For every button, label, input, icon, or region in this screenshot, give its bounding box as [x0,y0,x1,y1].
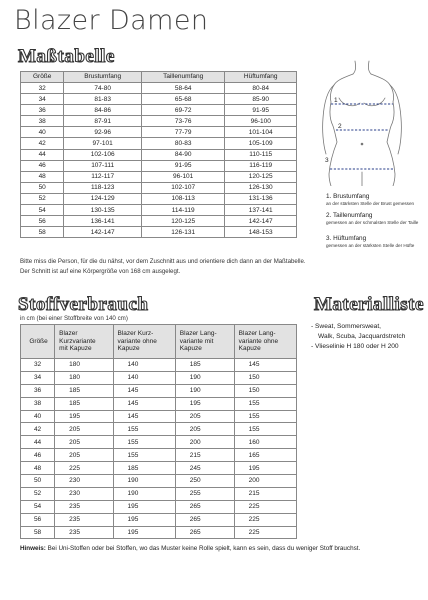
legend-waist [326,212,426,225]
table-cell: 52 [21,487,55,500]
legend-sub: gemessen an der stärksten Stelle der Hüfte [326,243,415,248]
table-row [21,105,297,116]
table-cell: 195 [175,397,234,410]
table-cell: 56 [21,216,64,227]
table-row [21,116,297,127]
table-cell: 145 [113,410,175,423]
column-header-line: variante ohne [117,337,157,345]
table-cell: 58-64 [141,83,225,94]
table-cell: 185 [55,397,113,410]
table-cell: 225 [234,500,296,513]
table-cell: 265 [175,500,234,513]
table-cell: 185 [55,384,113,397]
column-header-line: Blazer Lang- [179,330,217,338]
material-item: Walk, Scuba, Jacquardstretch [318,333,406,341]
fabric-table-title: Stoffverbrauch [18,294,149,315]
table-cell: 215 [175,449,234,462]
table-cell: 155 [113,436,175,449]
table-cell: 102-107 [141,182,225,193]
table-cell: 142-147 [64,227,142,238]
table-row [21,423,297,436]
table-cell: 155 [234,397,296,410]
table-cell: 91-95 [225,105,297,116]
table-row [21,500,297,513]
hint-text: Bei Uni-Stoffen oder bei Stoffen, wo das Muster keine Rolle spielt, kann es sein, dass du weniger Stoff brauchst. [45,545,361,552]
table-cell: 205 [55,436,113,449]
legend-bust [326,193,426,206]
table-cell: 200 [234,475,296,488]
bust-outline [339,98,385,106]
column-header-line: Blazer [59,330,78,338]
table-cell: 48 [21,171,64,182]
table-row [21,436,297,449]
table-cell: 205 [175,410,234,423]
table-cell: 44 [21,436,55,449]
table-row [21,149,297,160]
legend-label: 2. Taillenumfang [326,212,373,219]
fabric-table-subtitle: in cm (bei einer Stoffbreite von 140 cm) [20,315,128,322]
table-cell: 130-135 [64,205,142,216]
column-header-line: Größe [29,337,48,345]
table-cell: 150 [234,384,296,397]
table-cell: 32 [21,359,55,372]
table-cell: 137-141 [225,205,297,216]
table-cell: 250 [175,475,234,488]
table-cell: 80-84 [225,83,297,94]
table-cell: 126-131 [141,227,225,238]
table-cell: 140 [113,371,175,384]
column-header-line: variante mit [179,337,214,345]
column-header [21,325,55,359]
table-cell: 112-117 [64,171,142,182]
table-cell: 180 [55,371,113,384]
table-cell: 160 [234,436,296,449]
table-cell: 69-72 [141,105,225,116]
table-cell: 54 [21,500,55,513]
table-cell: 265 [175,513,234,526]
column-header-line: mit Kapuze [59,345,92,353]
table-cell: 180 [55,359,113,372]
table-cell: 44 [21,149,64,160]
table-cell: 42 [21,423,55,436]
table-cell: 54 [21,205,64,216]
table-cell: 38 [21,116,64,127]
table-cell: 225 [55,462,113,475]
arm-right-outline [390,85,401,154]
column-header-line: Kapuze [238,345,261,353]
column-header: Hüftumfang [225,72,297,83]
marker-waist: 2 [338,123,342,130]
table-row [21,475,297,488]
table-cell: 215 [234,487,296,500]
column-header-line: Blazer Lang- [238,330,276,338]
neck-outline [353,61,371,74]
table-cell: 200 [175,436,234,449]
column-header: Taillenumfang [141,72,225,83]
table-cell: 195 [113,513,175,526]
table-cell: 73-76 [141,116,225,127]
table-cell: 140 [113,359,175,372]
table-cell: 195 [234,462,296,475]
table-cell: 235 [55,526,113,539]
column-header: Brustumfang [64,72,142,83]
table-cell: 56 [21,513,55,526]
table-cell: 32 [21,83,64,94]
table-cell: 87-91 [64,116,142,127]
table-row [21,384,297,397]
table-cell: 195 [55,410,113,423]
measurement-table [20,71,297,238]
table-cell: 230 [55,487,113,500]
arm-left-outline [323,85,334,154]
table-row [21,410,297,423]
table-row [21,205,297,216]
column-header [113,325,175,359]
measurement-note-line: Der Schnitt ist auf eine Körpergröße von 168 cm ausgelegt. [20,267,181,275]
table-row [21,526,297,539]
table-cell: 142-147 [225,216,297,227]
table-cell: 84-90 [141,149,225,160]
measurement-table-title: Maßtabelle [18,46,115,67]
measurement-table-header-row [21,72,297,83]
table-cell: 52 [21,193,64,204]
table-cell: 136-141 [64,216,142,227]
table-cell: 85-90 [225,94,297,105]
table-cell: 118-123 [64,182,142,193]
table-cell: 124-129 [64,193,142,204]
table-cell: 150 [234,371,296,384]
table-row [21,449,297,462]
table-row [21,193,297,204]
table-cell: 101-104 [225,127,297,138]
table-cell: 77-79 [141,127,225,138]
table-cell: 120-125 [141,216,225,227]
table-cell: 195 [113,500,175,513]
table-cell: 155 [113,423,175,436]
table-cell: 190 [113,487,175,500]
table-cell: 58 [21,227,64,238]
table-cell: 185 [113,462,175,475]
table-cell: 105-109 [225,138,297,149]
table-cell: 34 [21,371,55,384]
material-item: - Vlieselinie H 180 oder H 200 [311,343,399,351]
table-cell: 96-100 [225,116,297,127]
table-cell: 190 [175,384,234,397]
table-cell: 48 [21,462,55,475]
table-cell: 97-101 [64,138,142,149]
table-cell: 36 [21,105,64,116]
table-cell: 42 [21,138,64,149]
table-cell: 165 [234,449,296,462]
hint-note [20,545,360,552]
column-header [175,325,234,359]
table-cell: 230 [55,475,113,488]
table-cell: 265 [175,526,234,539]
table-cell: 114-119 [141,205,225,216]
table-cell: 190 [175,371,234,384]
table-row [21,227,297,238]
table-cell: 155 [113,449,175,462]
table-cell: 40 [21,127,64,138]
table-cell: 38 [21,397,55,410]
table-row [21,397,297,410]
material-list-title: Materialliste [314,294,424,315]
table-cell: 50 [21,475,55,488]
table-cell: 225 [234,526,296,539]
table-cell: 81-83 [64,94,142,105]
fabric-table-header-row [21,325,297,359]
table-cell: 145 [113,384,175,397]
table-row [21,94,297,105]
table-cell: 46 [21,449,55,462]
table-cell: 225 [234,513,296,526]
table-cell: 34 [21,94,64,105]
measurement-notes [20,257,306,277]
table-cell: 245 [175,462,234,475]
column-header-line: Kapuze [179,345,202,353]
column-header-line: Kapuze [117,345,140,353]
table-cell: 205 [175,423,234,436]
table-cell: 120-125 [225,171,297,182]
fabric-table [20,324,297,539]
marker-hip: 3 [325,157,329,164]
column-header-line: Kurzvariante [59,337,96,345]
table-cell: 195 [113,526,175,539]
legend-sub: an der stärksten Stelle der Brust gemessen [326,201,415,206]
table-cell: 205 [55,423,113,436]
legend-label: 1. Brustumfang [326,193,370,200]
column-header [234,325,296,359]
table-cell: 148-153 [225,227,297,238]
table-row [21,83,297,94]
table-row [21,127,297,138]
table-row [21,171,297,182]
table-cell: 255 [175,487,234,500]
table-cell: 36 [21,384,55,397]
column-header [55,325,113,359]
legend-sub: gemessen an der schmalsten Stelle der Taille [326,220,419,225]
table-cell: 102-106 [64,149,142,160]
table-cell: 96-101 [141,171,225,182]
material-item: - Sweat, Sommersweat, [311,323,381,330]
measurement-note-line: Bitte miss die Person, für die du nähst, vor dem Zuschnitt aus und orientiere dich dann an der Maßtabelle. [20,258,306,265]
table-cell: 46 [21,160,64,171]
table-cell: 110-115 [225,149,297,160]
table-cell: 50 [21,182,64,193]
table-cell: 126-130 [225,182,297,193]
table-cell: 185 [175,359,234,372]
table-row [21,462,297,475]
table-cell: 40 [21,410,55,423]
navel [361,143,363,145]
table-cell: 107-111 [64,160,142,171]
table-row [21,371,297,384]
table-row [21,359,297,372]
table-cell: 116-119 [225,160,297,171]
body-figure-illustration [300,58,424,186]
column-header-line: variante ohne [238,337,279,345]
page-title: Blazer Damen [14,5,209,36]
table-row [21,138,297,149]
table-cell: 131-136 [225,193,297,204]
marker-bust: 1 [334,97,338,104]
table-cell: 92-96 [64,127,142,138]
hint-label: Hinweis: [20,545,46,552]
table-cell: 84-86 [64,105,142,116]
table-row [21,160,297,171]
table-cell: 205 [55,449,113,462]
table-cell: 108-113 [141,193,225,204]
table-row [21,182,297,193]
table-cell: 155 [234,410,296,423]
column-header-line: Blazer Kurz- [117,330,154,338]
table-cell: 58 [21,526,55,539]
table-row [21,487,297,500]
table-cell: 235 [55,500,113,513]
material-list [311,322,405,353]
table-cell: 65-68 [141,94,225,105]
column-header: Größe [21,72,64,83]
table-cell: 145 [234,359,296,372]
table-cell: 145 [113,397,175,410]
table-row [21,216,297,227]
table-row [21,513,297,526]
table-cell: 80-83 [141,138,225,149]
table-cell: 91-95 [141,160,225,171]
table-cell: 190 [113,475,175,488]
legend-hip [326,235,426,248]
legend-label: 3. Hüftumfang [326,235,367,242]
table-cell: 155 [234,423,296,436]
table-cell: 235 [55,513,113,526]
table-cell: 74-80 [64,83,142,94]
